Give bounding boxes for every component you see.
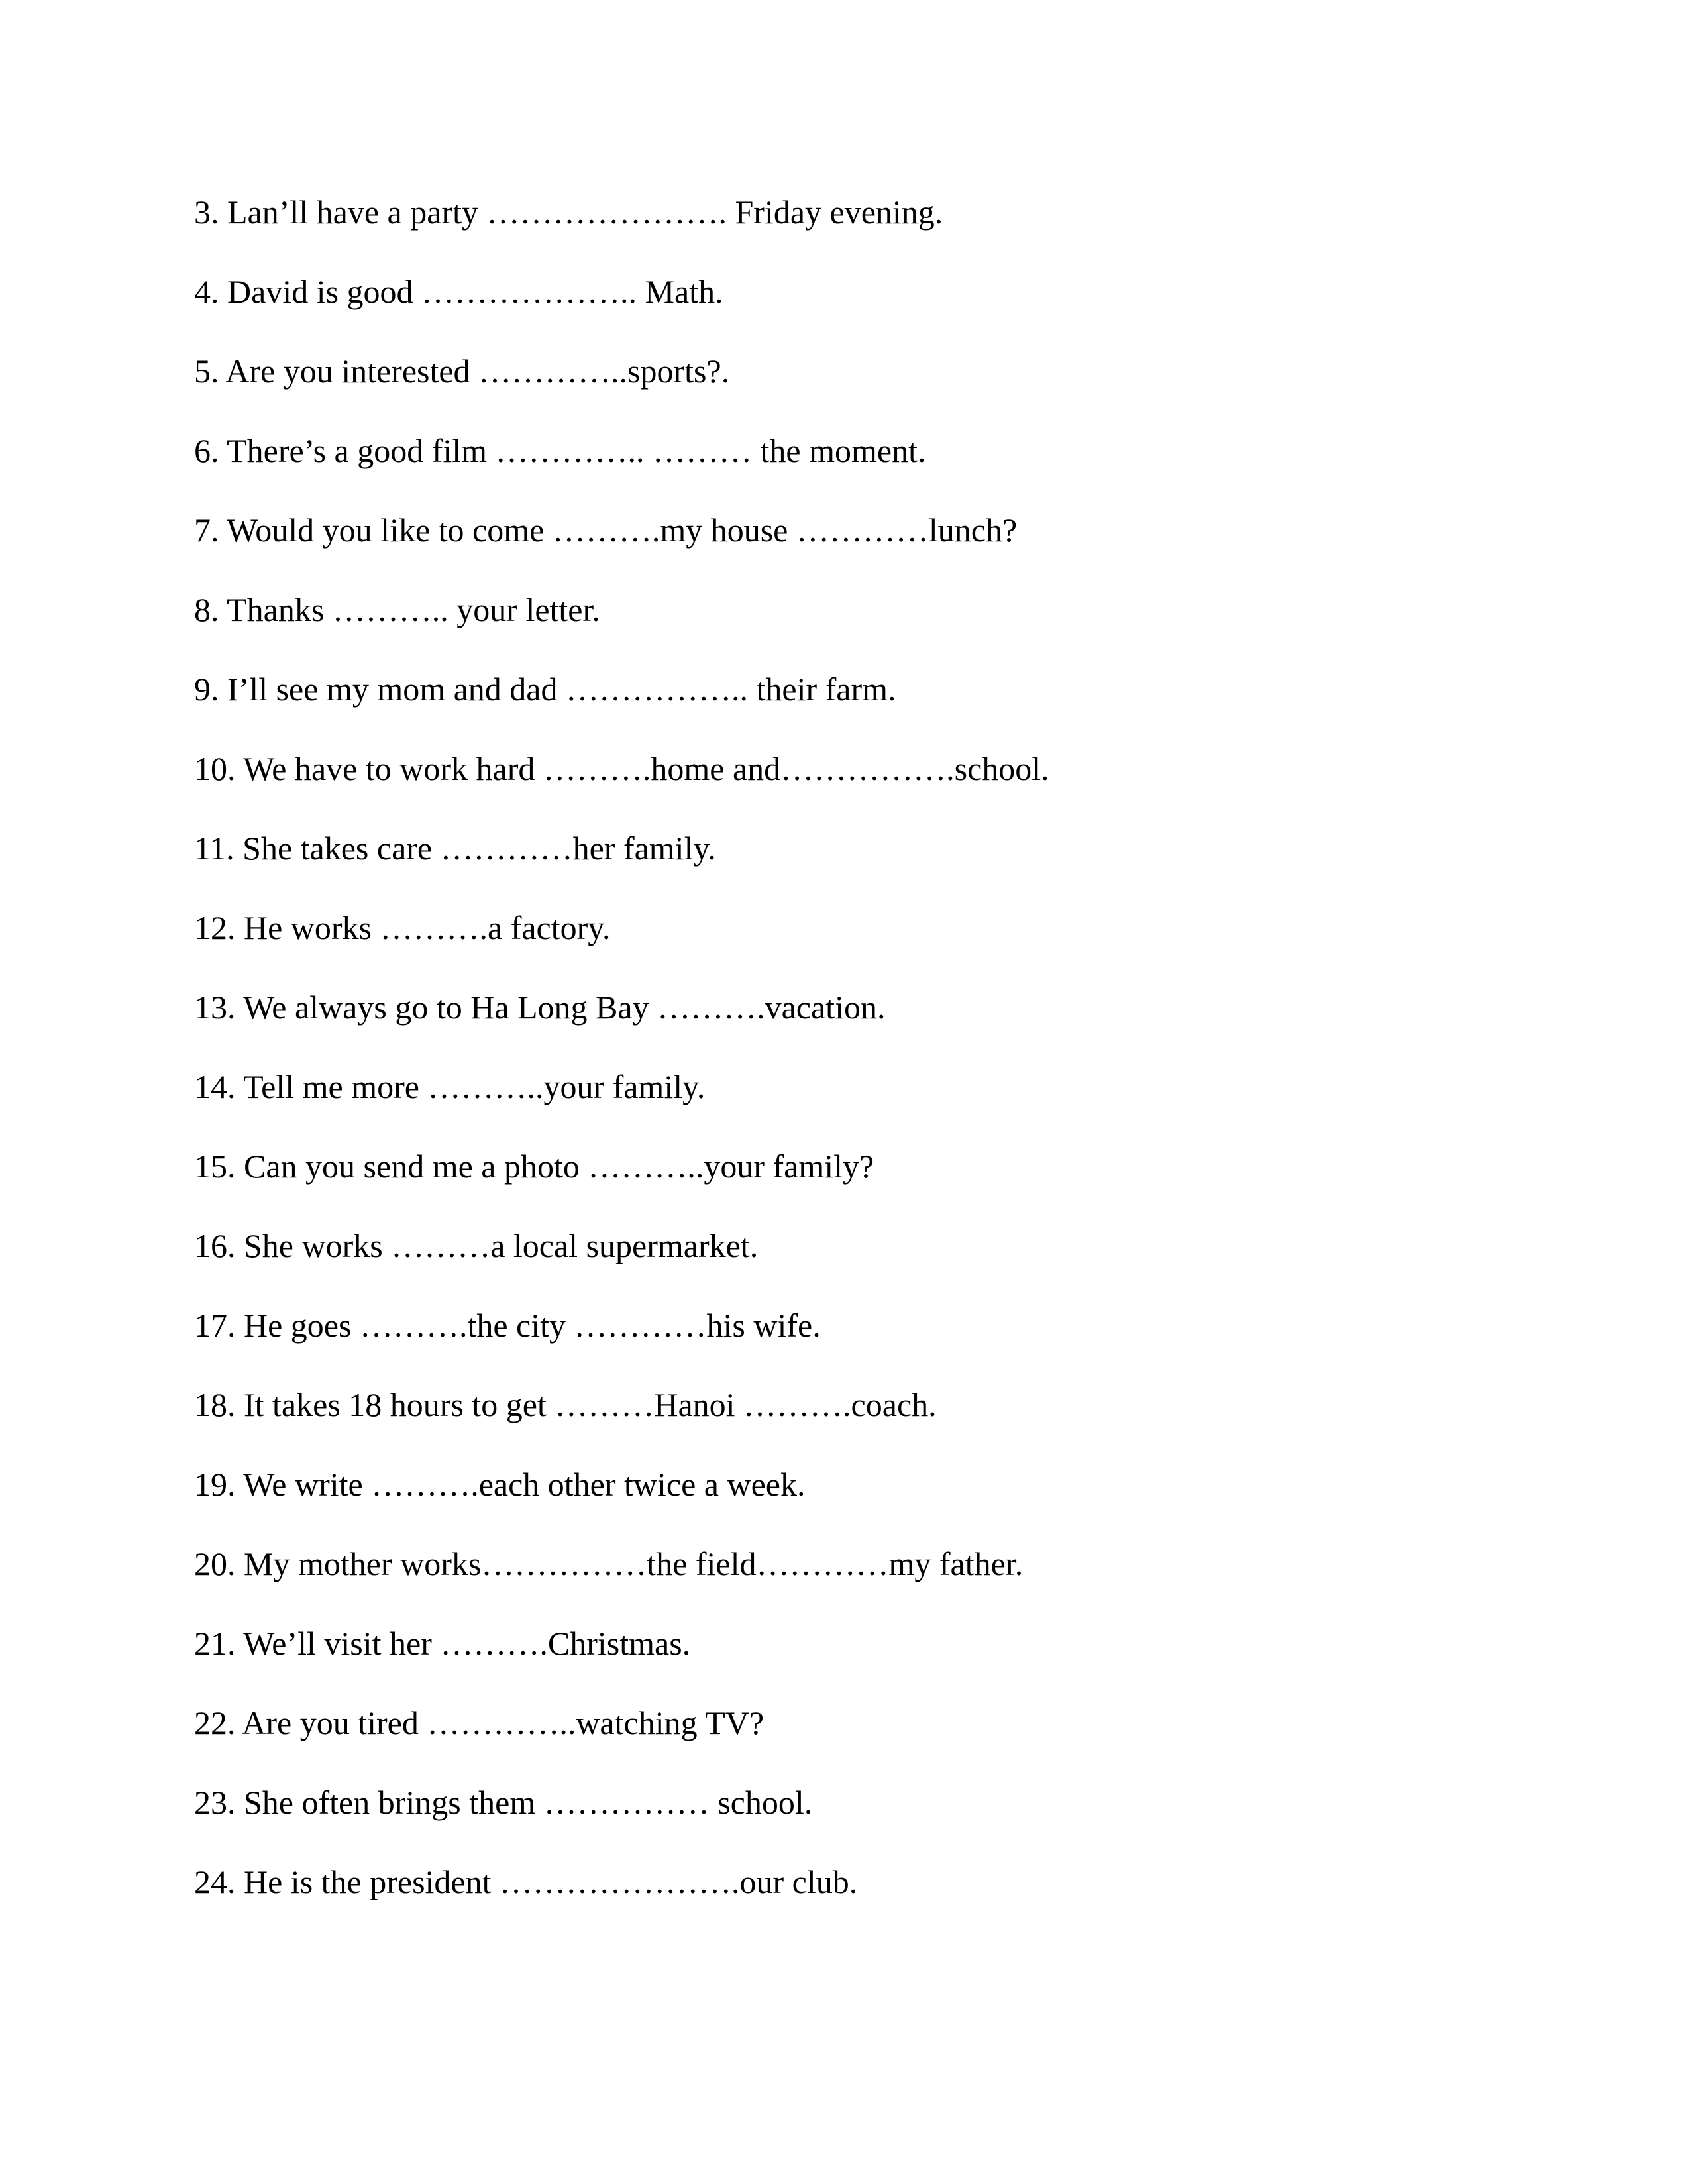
exercise-item: 23. She often brings them …………… school.	[194, 1784, 813, 1821]
exercise-item: 19. We write ……….each other twice a week.	[194, 1466, 806, 1503]
exercise-item: 10. We have to work hard ……….home and…………….school.	[194, 750, 1049, 787]
exercise-item: 22. Are you tired …………..watching TV?	[194, 1704, 765, 1741]
exercise-item: 17. He goes ……….the city …………his wife.	[194, 1307, 821, 1344]
exercise-item: 8. Thanks ……….. your letter.	[194, 591, 600, 628]
exercise-item: 20. My mother works……………the field…………my father.	[194, 1545, 1024, 1582]
exercise-item: 21. We’ll visit her ……….Christmas.	[194, 1625, 691, 1662]
exercise-item: 13. We always go to Ha Long Bay ……….vacation.	[194, 989, 886, 1026]
exercise-item: 7. Would you like to come ……….my house …………lunch?	[194, 512, 1018, 549]
exercise-item: 12. He works ……….a factory.	[194, 909, 611, 946]
exercise-item: 4. David is good ……………….. Math.	[194, 273, 723, 310]
exercise-item: 9. I’ll see my mom and dad …………….. their farm.	[194, 671, 896, 708]
exercise-item: 16. She works ………a local supermarket.	[194, 1227, 759, 1264]
exercise-item: 18. It takes 18 hours to get ………Hanoi ……….coach.	[194, 1386, 937, 1423]
exercise-item: 3. Lan’ll have a party …………………. Friday evening.	[194, 193, 943, 231]
exercise-item: 14. Tell me more ………..your family.	[194, 1068, 706, 1105]
exercise-item: 6. There’s a good film ………….. ……… the moment.	[194, 432, 926, 469]
exercise-item: 15. Can you send me a photo ………..your family?	[194, 1148, 874, 1185]
exercise-item: 5. Are you interested …………..sports?.	[194, 353, 730, 390]
exercise-item: 11. She takes care …………her family.	[194, 830, 716, 867]
exercise-item: 24. He is the president ………………….our club.	[194, 1863, 858, 1900]
exercise-list	[194, 192, 1519, 1941]
